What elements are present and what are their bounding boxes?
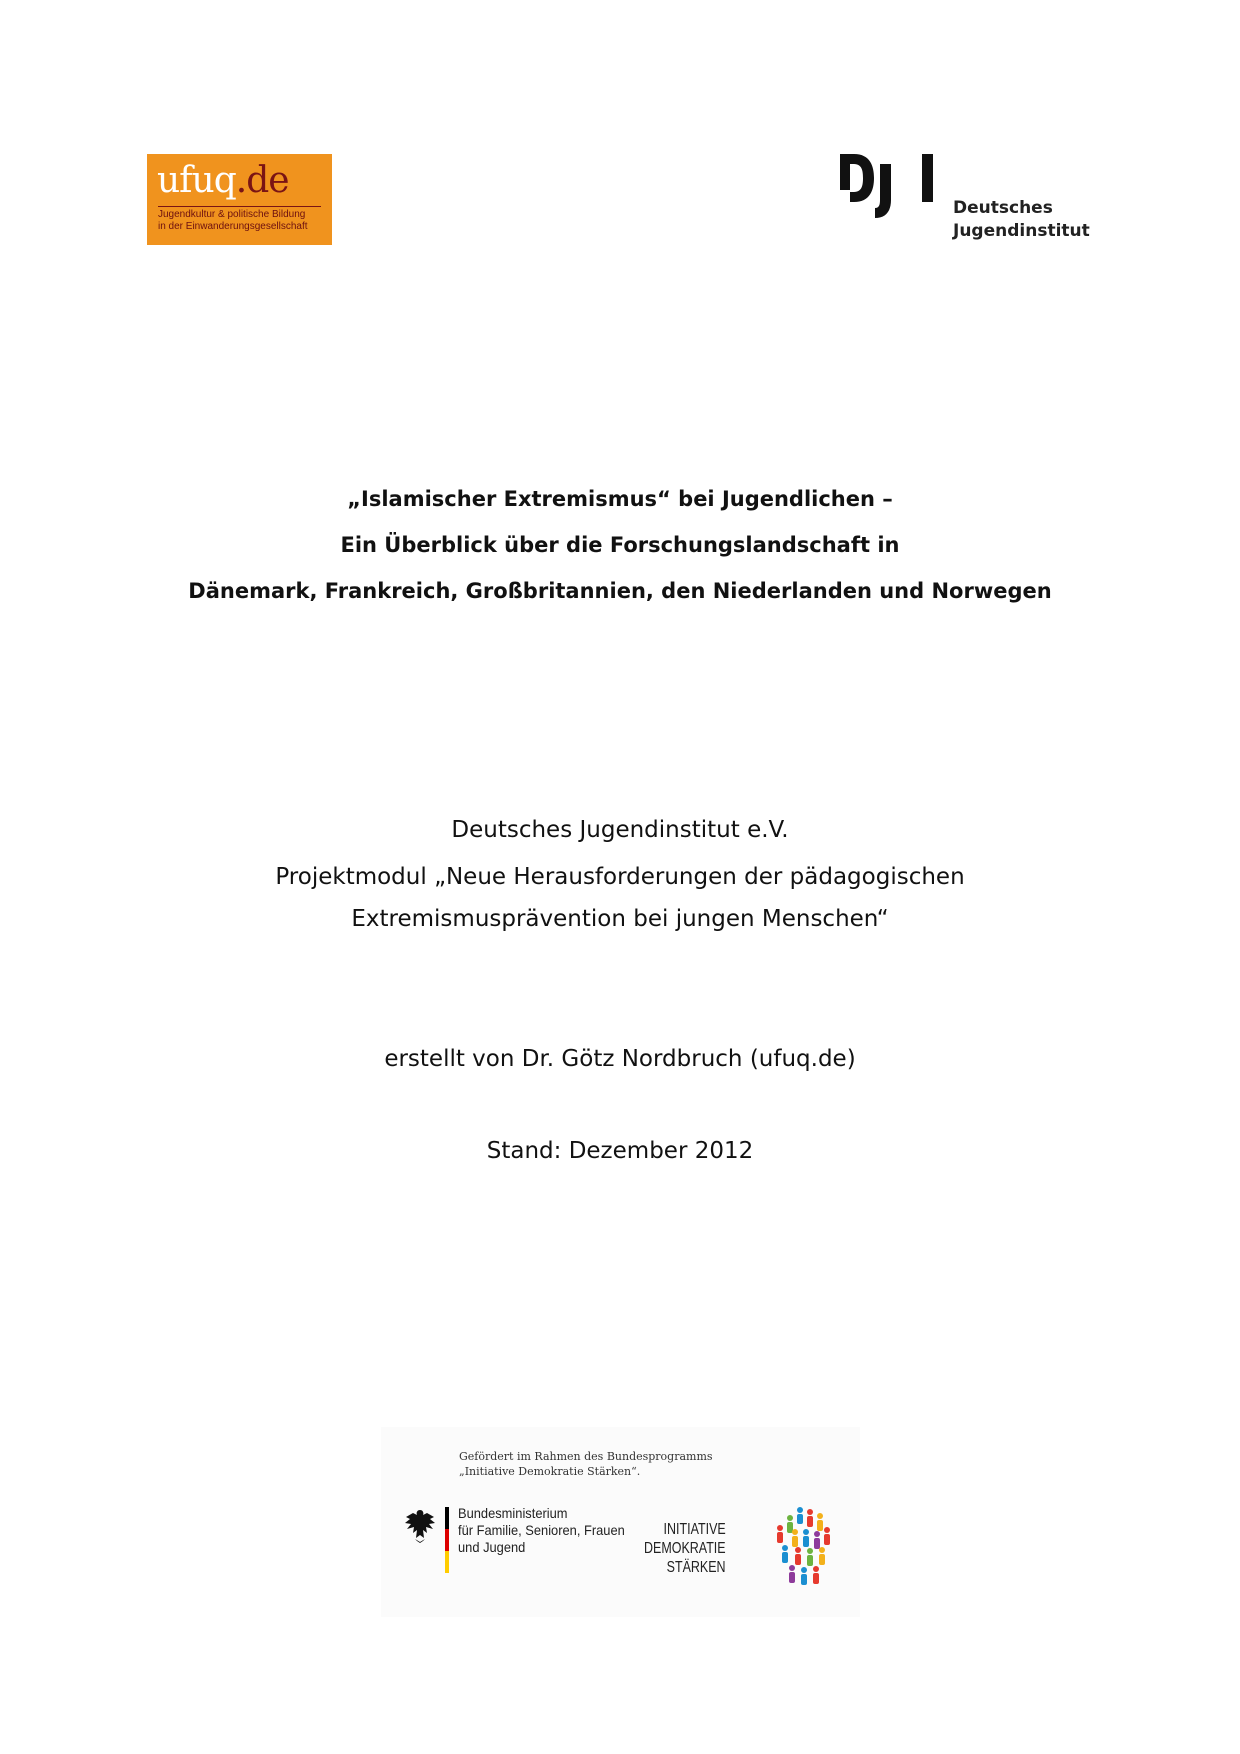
ids-logo-text: INITIATIVE <box>663 1521 726 1538</box>
ids-logo-text: STÄRKEN <box>667 1559 726 1576</box>
ufuq-logo-name: ufuq.de <box>157 160 289 201</box>
ministry-name: Bundesministerium <box>458 1505 568 1521</box>
flag-stripe-black <box>445 1507 449 1529</box>
dji-logo-mark <box>840 152 940 222</box>
ufuq-logo <box>147 154 332 245</box>
funding-notice <box>381 1427 860 1617</box>
project-module: Extremismusprävention bei jungen Menschen“ <box>351 906 889 932</box>
flag-stripe-red <box>445 1529 449 1551</box>
project-module: Projektmodul „Neue Herausforderungen der pädagogischen <box>275 864 965 890</box>
institution-name: Deutsches Jugendinstitut e.V. <box>451 817 789 843</box>
author-line: erstellt von Dr. Götz Nordbruch (ufuq.de) <box>384 1046 856 1072</box>
document-title: „Islamischer Extremismus“ bei Jugendlichen – <box>347 487 893 511</box>
ufuq-logo-tagline: Jugendkultur & politische Bildung <box>158 209 306 220</box>
ids-logo-text: DEMOKRATIE <box>644 1540 726 1557</box>
ministry-name: für Familie, Senioren, Frauen <box>458 1522 625 1538</box>
federal-eagle-icon <box>404 1508 436 1544</box>
ufuq-logo-tagline: in der Einwanderungsgesellschaft <box>158 221 308 232</box>
dji-org-name: Deutsches <box>953 198 1053 218</box>
flag-stripe-gold <box>445 1551 449 1573</box>
dji-org-name: Jugendinstitut <box>953 221 1090 241</box>
ministry-name: und Jugend <box>458 1539 526 1555</box>
document-title: Dänemark, Frankreich, Großbritannien, den Niederlanden und Norwegen <box>188 579 1052 603</box>
people-crowd-icon <box>770 1504 832 1590</box>
funding-note: „Initiative Demokratie Stärken“. <box>459 1465 641 1478</box>
document-title: Ein Überblick über die Forschungslandschaft in <box>340 533 900 557</box>
ufuq-logo-rule <box>158 206 321 207</box>
funding-note: Gefördert im Rahmen des Bundesprogramms <box>459 1450 713 1463</box>
date-line: Stand: Dezember 2012 <box>486 1138 754 1164</box>
dji-logo <box>840 152 1100 252</box>
